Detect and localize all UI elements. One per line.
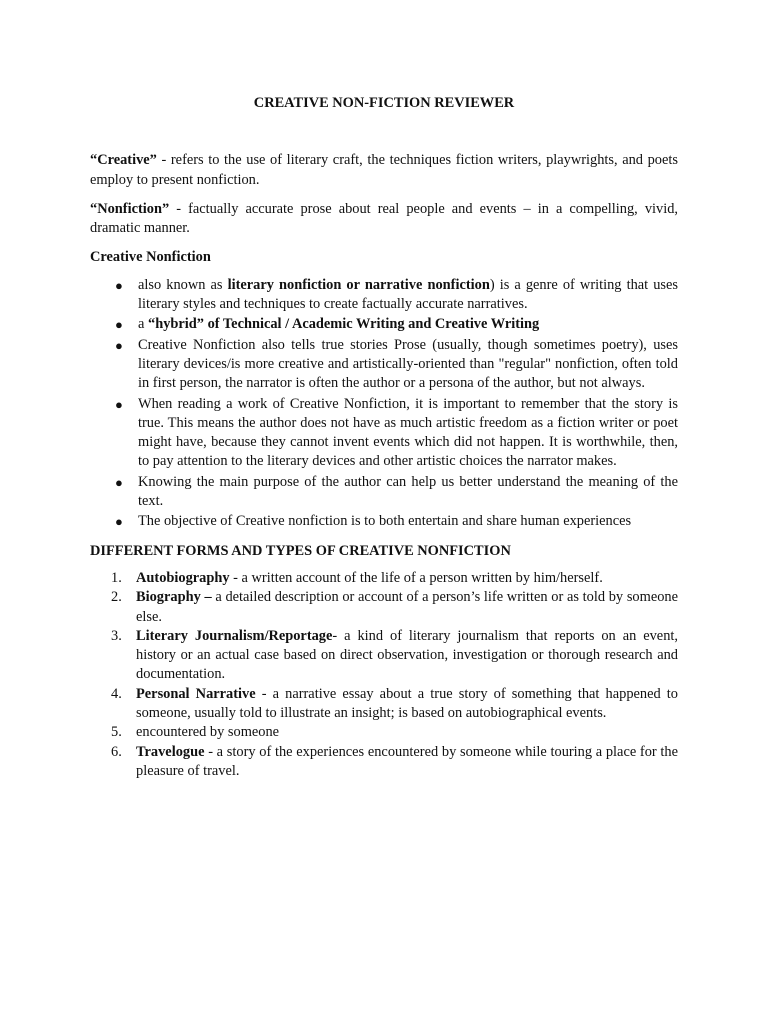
section-heading-creative-nonfiction: Creative Nonfiction	[90, 249, 211, 266]
bullet-text-pre: Knowing the main purpose of the author can help us better understand the meaning of the text.	[138, 473, 678, 510]
list-item	[111, 743, 678, 782]
form-text: - a story of the experiences encountered by someone while touring a place for the pleasure of travel.	[136, 743, 678, 779]
bullet-text-bold: “hybrid” of Technical / Academic Writing and Creative Writing	[148, 316, 540, 333]
definition-nonfiction	[90, 200, 678, 239]
list-number: 2.	[111, 589, 122, 606]
definition-text: - factually accurate prose about real people and events – in a compelling, vivid, dramatic manner.	[90, 200, 678, 237]
bullet-text-pre: a	[138, 316, 148, 333]
list-item	[111, 685, 678, 724]
cnf-bullet-list	[90, 276, 678, 532]
bullet-text-pre: The objective of Creative nonfiction is to both entertain and share human experiences	[138, 513, 632, 530]
bullet-icon: ●	[115, 317, 123, 333]
bullet-text-pre: Creative Nonfiction also tells true stories Prose (usually, though sometimes poetry), uses literary devices/is more creative and artistically-oriented than "regular" nonfiction, often told in first person, the narrator is often the author or a persona of the author, but not always.	[138, 336, 678, 392]
form-text: - a written account of the life of a person written by him/herself.	[229, 569, 603, 586]
form-text: - a kind of literary journalism that reports on an event, history or an actual case based on direct observation, investigation or thorough research and documentation.	[136, 627, 678, 683]
bullet-icon: ●	[115, 474, 123, 490]
document-page	[90, 94, 678, 781]
form-term: Autobiography	[136, 569, 230, 586]
definition-creative	[90, 151, 678, 190]
list-number: 3.	[111, 627, 122, 644]
list-item	[111, 569, 678, 588]
form-term: Personal Narrative	[136, 685, 256, 702]
definition-term: “Nonfiction”	[90, 200, 170, 217]
list-number: 1.	[111, 569, 122, 586]
bullet-text-pre: also known as	[138, 276, 228, 293]
definition-term: “Creative”	[90, 152, 157, 169]
form-term: Biography –	[136, 589, 212, 606]
definition-text: - refers to the use of literary craft, the techniques fiction writers, playwrights, and poets employ to present nonfiction.	[90, 152, 678, 188]
bullet-icon: ●	[115, 337, 123, 353]
bullet-icon: ●	[115, 396, 123, 412]
bullet-text-bold: literary nonfiction or narrative nonfiction	[227, 276, 490, 293]
list-item	[111, 588, 678, 627]
form-term: Travelogue	[136, 743, 205, 760]
list-item	[111, 723, 678, 742]
list-number: 6.	[111, 743, 122, 760]
list-item	[115, 276, 679, 315]
list-number: 4.	[111, 685, 122, 702]
form-text: a detailed description or account of a person’s life written or as told by someone else.	[136, 589, 678, 625]
list-item	[115, 315, 678, 334]
form-term: Literary Journalism/Reportage	[136, 627, 333, 644]
bullet-text-pre: When reading a work of Creative Nonfiction, it is important to remember that the story is true. This means the author does not have as much artistic freedom as a fiction writer or poet might have, because they cannot invent events which did not happen. It is worthwhile, then, to pay attention to the literary devices and other artistic choices the narrator makes.	[138, 395, 678, 470]
list-number: 5.	[111, 724, 122, 741]
page-title: CREATIVE NON-FICTION REVIEWER	[253, 95, 515, 111]
section-heading-forms: DIFFERENT FORMS AND TYPES OF CREATIVE NONFICTION	[90, 542, 511, 559]
bullet-icon: ●	[115, 514, 123, 530]
list-item	[115, 473, 678, 512]
list-item	[115, 336, 678, 394]
forms-numbered-list	[90, 569, 678, 781]
list-item	[115, 395, 678, 472]
form-text: - a narrative essay about a true story of something that happened to someone, usually told to illustrate an insight; is based on autobiographical events.	[136, 685, 678, 722]
list-item	[111, 627, 678, 685]
bullet-icon: ●	[115, 277, 123, 293]
list-item	[115, 512, 678, 531]
form-text: encountered by someone	[136, 724, 280, 741]
bullet-text-post: ) is a genre of writing that uses literary styles and techniques to create factually accurate narratives.	[138, 276, 679, 313]
